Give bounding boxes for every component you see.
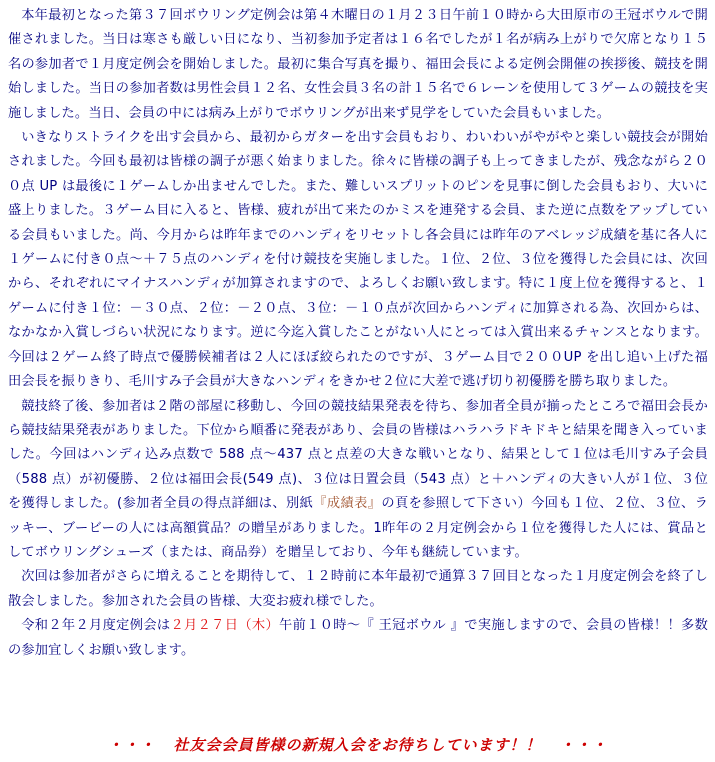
next-event-text-b: 午前１０時～『 王冠ボウル 』で実施しますので、会員の皆様！！多数の参加宜しくお願い致します。 bbox=[8, 618, 708, 658]
banner-dots-right: ・・・ bbox=[559, 736, 608, 754]
next-event-text-a: 令和２年２月度定例会は bbox=[21, 618, 171, 634]
paragraph-competition: いきなりストライクを出す会員から、最初からガターを出す会員もおり、わいわいがやがやと楽しい競技会が開始されました。今回も最初は皆様の調子が悪く始まりました。徐々に皆様の調子も上ってきましたが、残念ながら２００点 UP は最後に１ゲームしか出ませんでした。また、難しいスプリットのピンを見事に倒した会員もおり、大いに盛上りました。３ゲーム目に入ると、皆様、疲れが出て来たのかミスを連発する会員、また逆に点数をアップしている会員もいました。尚、今月からは昨年までのハンディをリセットし各会員には昨年のアベレッジ成績を基に各人に１ゲームに付き０点～＋７５点のハンディを付け競技を実施しました。１位、２位、３位を獲得した会員には、次回から、それぞれにマイナスハンディが加算されますので、よろしくお願い致します。特に１度上位を獲得すると、１ゲームに付き１位：－３０点、２位：－２０点、３位：－１０点が次回からハンディに加算される為、次回からは、なかなか入賞しづらい状況になります。逆に今迄入賞したことがない人にとっては入賞出来るチャンスとなります。今回は２ゲーム終了時点で優勝候補者は２人にほぼ絞られたのですが、３ゲーム目で２００UP を出し追い上げた福田会長を振りきり、毛川すみ子会員が大きなハンディをきかせ２位に大差で逃げ切り初優勝を勝ち取りました。 bbox=[8, 130, 708, 390]
next-event-date: ２月２７日（木） bbox=[170, 618, 280, 634]
paragraph-opening: 本年最初となった第３７回ボウリング定例会は第４木曜日の１月２３日午前１０時から大田原市の王冠ボウルで開催されました。当日は寒さも厳しい日になり、当初参加予定者は１６名でしたが１名が病み上がりで欠席となり１５名の参加者で１月度定例会を開始しました。最初に集合写真を撮り、福田会長による定例会開催の挨拶後、競技を開始しました。当日の参加者数は男性会員１２名、女性会員３名の計１５名で６レーンを使用して３ゲームの競技を実施しました。当日、会員の中には病み上がりでボウリングが出来ず見学をしていた会員もいました。 bbox=[8, 8, 708, 121]
results-text-b: の頁を参照して下さい）今回も１位、２位、３位、ラッキー、ブービーの人には高額賞品？の贈呈がありました。1昨年の２月定例会から１位を獲得した人には、賞品としてボウリングシューズ（または、商品券）を贈呈しており、今年も継続しています。 bbox=[8, 496, 708, 560]
recruitment-banner bbox=[0, 734, 715, 755]
report-body bbox=[8, 4, 708, 663]
results-text-a: 競技終了後、参加者は２階の部屋に移動し、今回の競技結果発表を待ち、参加者全員が揃ったところで福田会長から競技結果発表がありました。下位から順番に発表があり、会員の皆様はハラハラドキドキと結果を聞き入っていました。今回はハンディ込み点数で 588 点～437 点と点差の大きな戦いとなり、結果として１位は毛川すみ子会員（588 点）が初優勝、２位は福田会長(549 点)、３位は日置会員（543 点）と＋ハンディの大きい人が１位、３位を獲得しました。(参加者全員の得点詳細は、別紙 bbox=[8, 398, 708, 512]
score-sheet-link[interactable]: 『成績表』 bbox=[313, 496, 382, 512]
paragraph-next-event bbox=[8, 614, 708, 663]
paragraph-closing: 次回は参加者がさらに増えることを期待して、１２時前に本年最初で通算３７回目となった１月度定例会を終了し散会しました。参加された会員の皆様、大変お疲れ様でした。 bbox=[8, 569, 708, 609]
banner-dots-left: ・・・ bbox=[107, 736, 156, 754]
paragraph-results bbox=[8, 395, 708, 566]
banner-message: 社友会会員皆様の新規入会をお待ちしています！！ bbox=[173, 736, 542, 754]
